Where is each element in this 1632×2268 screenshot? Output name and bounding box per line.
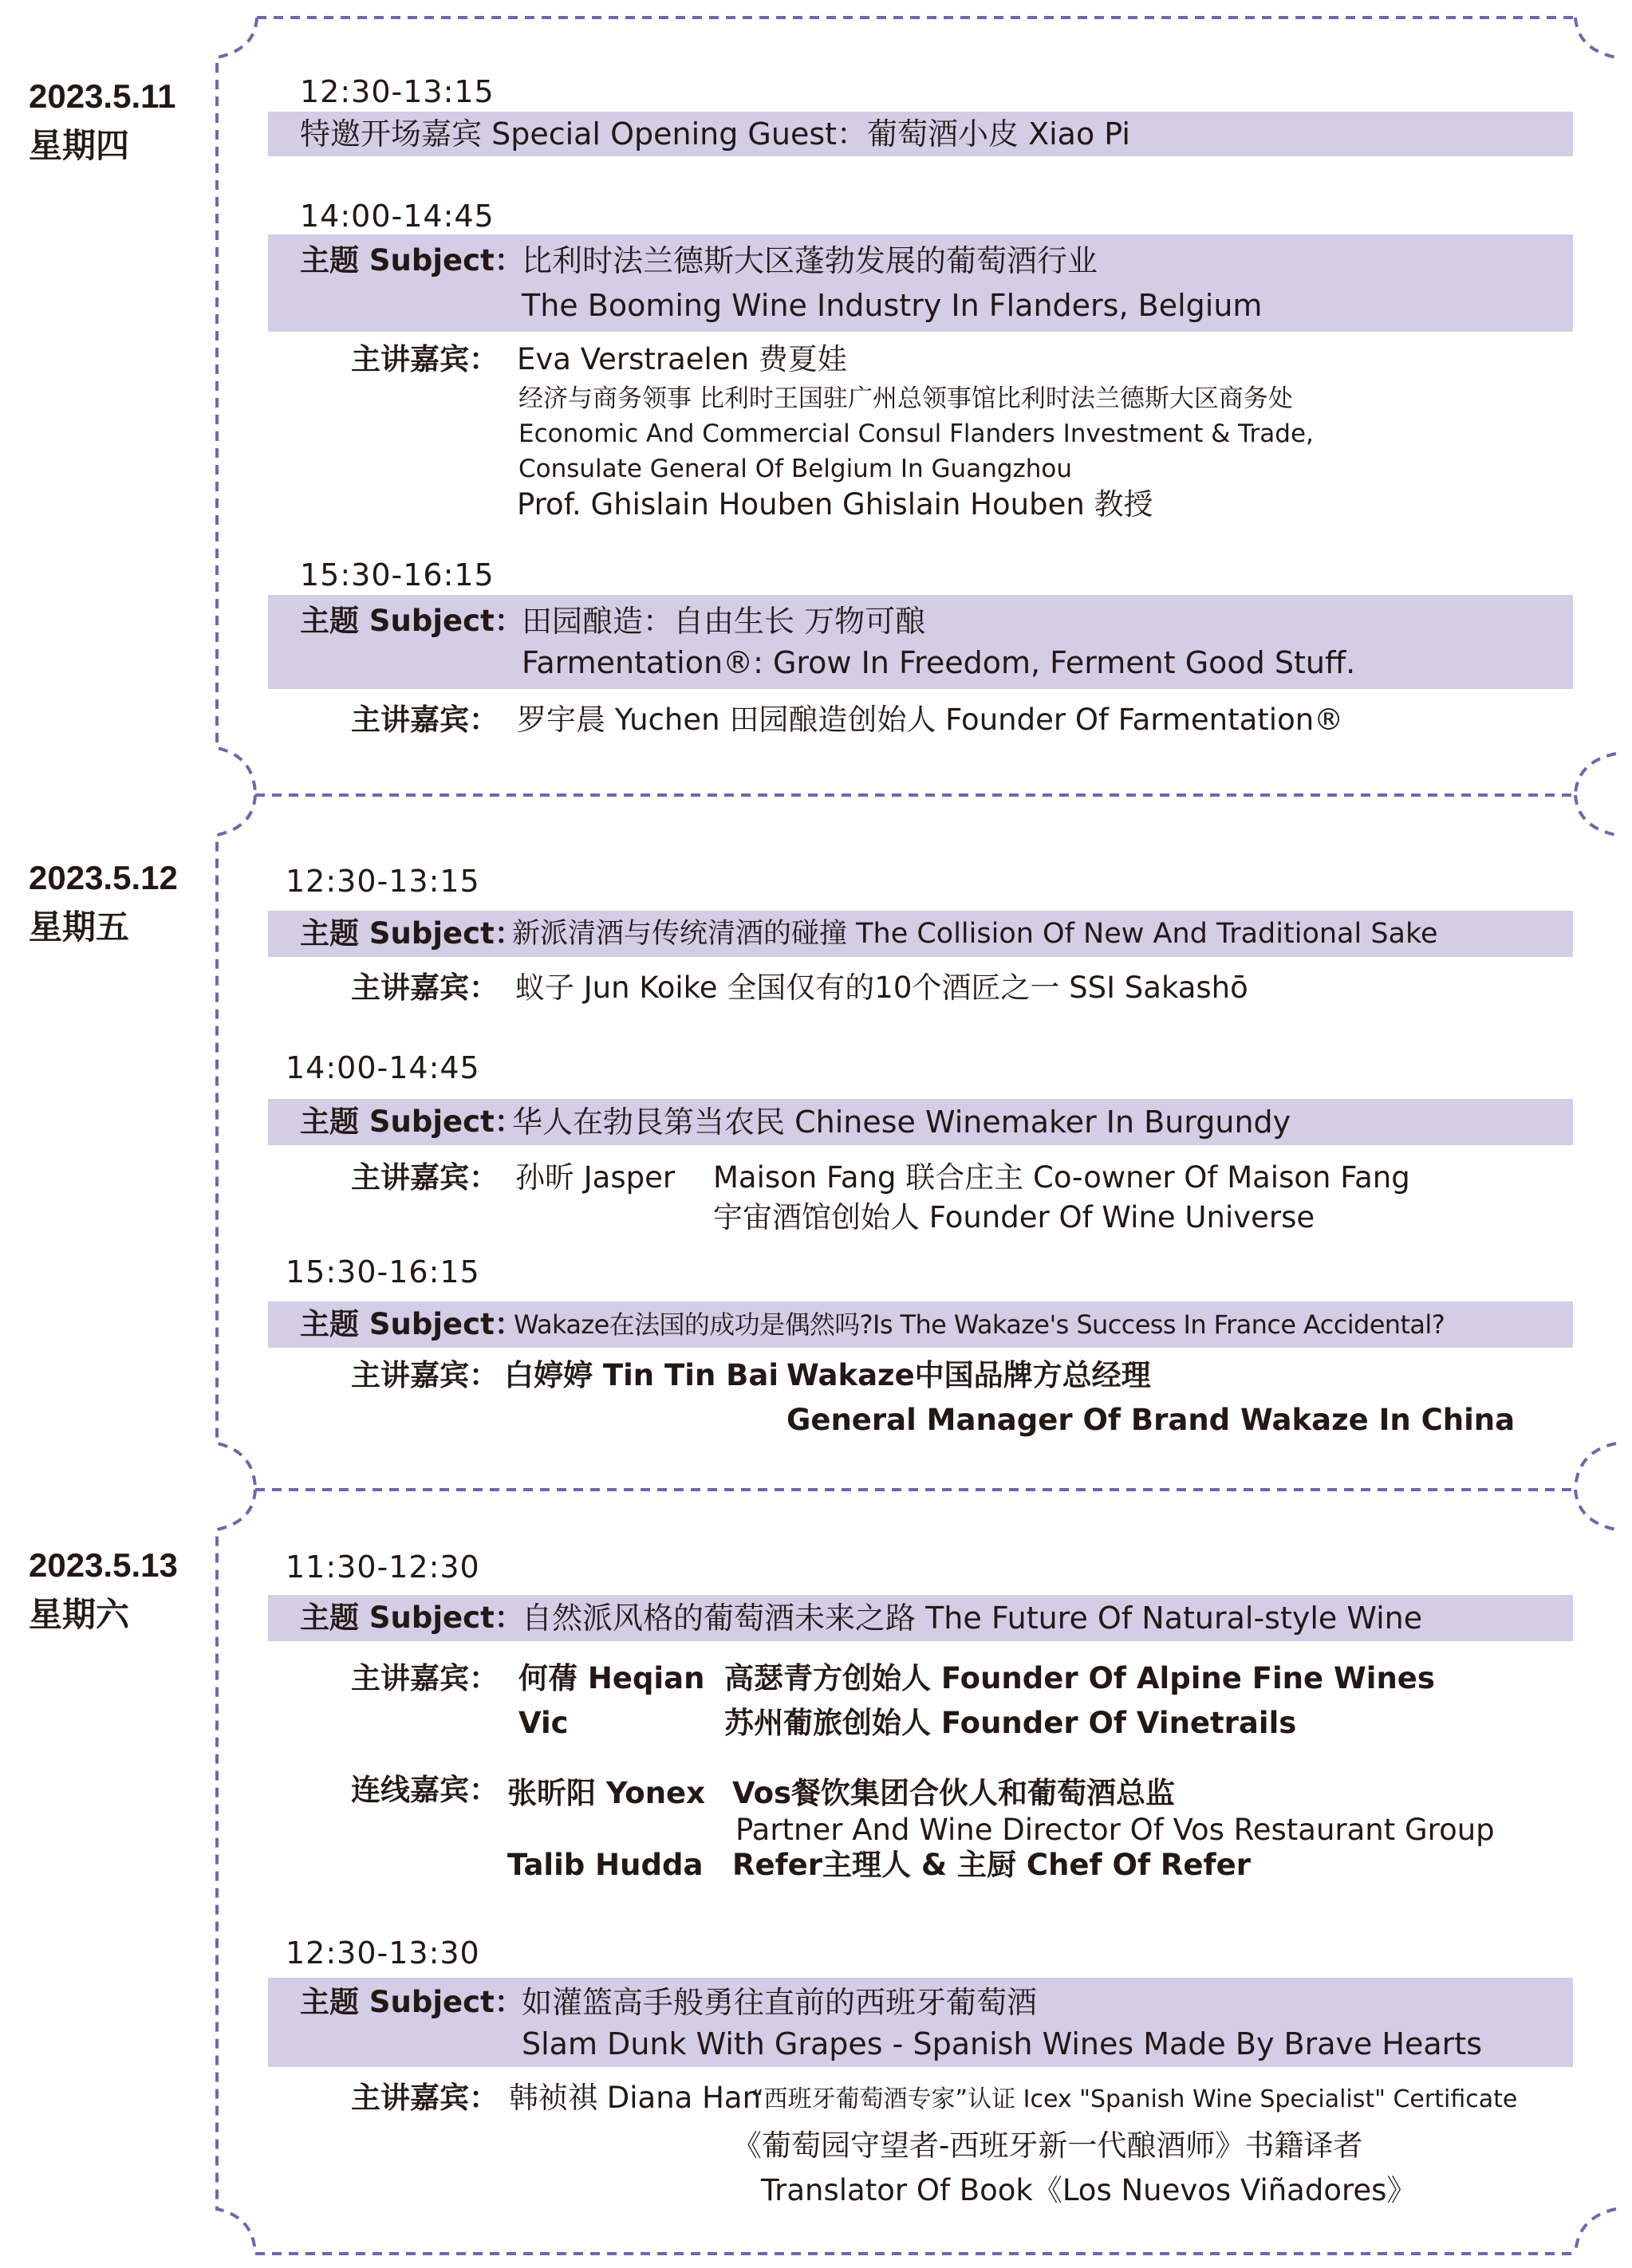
day-weekday: 星期五 bbox=[29, 908, 130, 946]
subject-text: 自然派风格的葡萄酒未来之路 The Future Of Natural-style Wine bbox=[522, 1601, 1423, 1636]
speaker-line: Consulate General Of Belgium In Guangzhou bbox=[518, 455, 1073, 483]
speaker-name: 孙昕 Jasper bbox=[515, 1160, 676, 1195]
speaker-line: Eva Verstraelen 费夏娃 bbox=[517, 342, 847, 376]
opening-guest-text: 特邀开场嘉宾 Special Opening Guest：葡萄酒小皮 Xiao Pi bbox=[300, 116, 1130, 152]
session-time: 15:30-16:15 bbox=[286, 1254, 480, 1290]
day-date: 2023.5.13 bbox=[29, 1546, 178, 1584]
session-time: 12:30-13:15 bbox=[300, 74, 495, 109]
session-time: 11:30-12:30 bbox=[286, 1549, 480, 1585]
subject-label: 主题 Subject： bbox=[300, 1985, 524, 2019]
subject-cn: 比利时法兰德斯大区蓬勃发展的葡萄酒行业 bbox=[522, 243, 1098, 278]
speaker-label: 主讲嘉宾： bbox=[351, 342, 499, 376]
speaker-line: General Manager Of Brand Wakaze In China bbox=[786, 1403, 1516, 1437]
speaker-line: Prof. Ghislain Houben Ghislain Houben 教授 bbox=[517, 487, 1153, 522]
speaker-role: Partner And Wine Director Of Vos Restaurant Group bbox=[735, 1813, 1495, 1847]
speaker-label: 主讲嘉宾： bbox=[351, 1358, 499, 1392]
subject-label: 主题 Subject： bbox=[300, 916, 524, 951]
session-time: 15:30-16:15 bbox=[300, 557, 495, 593]
speaker-label: 主讲嘉宾： bbox=[351, 703, 499, 737]
day-date: 2023.5.11 bbox=[29, 77, 176, 115]
subject-label: 主题 Subject： bbox=[300, 243, 524, 278]
session-time: 12:30-13:30 bbox=[286, 1935, 480, 1971]
speaker-line: Economic And Commercial Consul Flanders Investment & Trade, bbox=[518, 419, 1314, 448]
speaker-label: 主讲嘉宾： bbox=[351, 1160, 499, 1195]
subject-label: 主题 Subject： bbox=[300, 1307, 524, 1341]
session-time: 14:00-14:45 bbox=[300, 199, 495, 234]
subject-cn: 田园酿造：自由生长 万物可酿 bbox=[522, 604, 926, 639]
speaker-name: 韩祯祺 Diana Han bbox=[509, 2081, 762, 2115]
speaker-label: 主讲嘉宾： bbox=[351, 2081, 499, 2115]
speaker-role: 苏州葡旅创始人 Founder Of Vinetrails bbox=[724, 1706, 1297, 1740]
subject-en: Farmentation®: Grow In Freedom, Ferment Good Stuff. bbox=[522, 645, 1356, 680]
subject-text: 新派清酒与传统清酒的碰撞 The Collision Of New And Traditional Sake bbox=[512, 918, 1438, 950]
speaker-label: 主讲嘉宾： bbox=[351, 971, 499, 1005]
day-2-date-block bbox=[29, 853, 178, 952]
speaker-line: 《葡萄园守望者-西班牙新一代酿酒师》书籍译者 bbox=[732, 2128, 1363, 2163]
day-weekday: 星期六 bbox=[29, 1596, 130, 1633]
day-3-date-block bbox=[29, 1541, 178, 1640]
subject-text: 华人在勃艮第当农民 Chinese Winemaker In Burgundy bbox=[512, 1104, 1291, 1140]
speaker-line: Translator Of Book《Los Nuevos Viñadores》 bbox=[761, 2173, 1417, 2207]
session-time: 14:00-14:45 bbox=[286, 1050, 480, 1085]
speaker-certificate: “西班牙葡萄酒专家”认证 Icex "Spanish Wine Specialist" Certificate bbox=[751, 2085, 1518, 2113]
speaker-name: 何蒨 Heqian bbox=[518, 1661, 705, 1695]
subject-label: 主题 Subject： bbox=[300, 1601, 524, 1635]
remote-speaker-label: 连线嘉宾： bbox=[351, 1773, 499, 1807]
speaker-role: Refer主理人 & 主厨 Chef Of Refer bbox=[732, 1848, 1251, 1882]
speaker-line: 经济与商务领事 比利时王国驻广州总领事馆比利时法兰德斯大区商务处 bbox=[518, 384, 1293, 413]
subject-text: Wakaze在法国的成功是偶然吗?Is The Wakaze's Success In France Accidental? bbox=[514, 1309, 1445, 1340]
session-time: 12:30-13:15 bbox=[286, 864, 480, 899]
speaker-name: Talib Hudda bbox=[507, 1848, 704, 1882]
subject-en: Slam Dunk With Grapes - Spanish Wines Made By Brave Hearts bbox=[522, 2026, 1482, 2061]
speaker-line: 宇宙酒馆创始人 Founder Of Wine Universe bbox=[713, 1200, 1315, 1234]
speaker-line: Maison Fang 联合庄主 Co-owner Of Maison Fang bbox=[713, 1160, 1410, 1195]
speaker-role: Vos餐饮集团合伙人和葡萄酒总监 bbox=[732, 1776, 1176, 1810]
day-weekday: 星期四 bbox=[29, 127, 130, 164]
speaker-role: 高瑟青方创始人 Founder Of Alpine Fine Wines bbox=[724, 1661, 1435, 1695]
speaker-name: 张昕阳 Yonex bbox=[507, 1776, 705, 1810]
speaker-line: 蚁子 Jun Koike 全国仅有的10个酒匠之一 SSI Sakashō bbox=[515, 971, 1248, 1005]
subject-en: The Booming Wine Industry In Flanders, Belgium bbox=[522, 288, 1263, 323]
day-date: 2023.5.12 bbox=[29, 859, 178, 896]
subject-label: 主题 Subject： bbox=[300, 604, 524, 638]
speaker-line: 罗宇晨 Yuchen 田园酿造创始人 Founder Of Farmentation® bbox=[517, 703, 1344, 737]
subject-label: 主题 Subject： bbox=[300, 1104, 524, 1139]
speaker-name: Vic bbox=[518, 1706, 569, 1740]
speaker-label: 主讲嘉宾： bbox=[351, 1661, 499, 1695]
subject-cn: 如灌篮高手般勇往直前的西班牙葡萄酒 bbox=[522, 1985, 1038, 2020]
day-1-date-block bbox=[29, 72, 176, 171]
speaker-line: Wakaze中国品牌方总经理 bbox=[786, 1358, 1151, 1392]
speaker-name: 白婷婷 Tin Tin Bai bbox=[504, 1358, 779, 1392]
